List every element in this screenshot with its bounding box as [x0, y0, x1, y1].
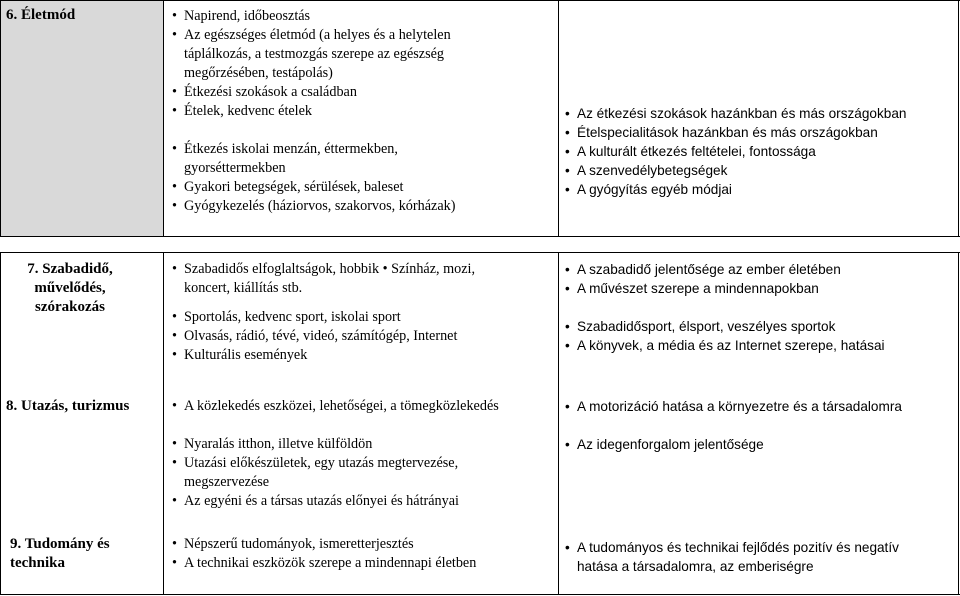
row-8-right-list	[563, 397, 955, 454]
list-item: • A könyvek, a média és az Internet szerepe, hatásai	[565, 338, 885, 353]
bullet-icon: •	[172, 27, 177, 43]
row-6-topic-line: 6. Életmód	[6, 7, 76, 23]
right-border-bottom	[958, 252, 959, 595]
bullet-icon: •	[172, 103, 177, 119]
list-item: • Ételek, kedvenc ételek	[172, 103, 313, 119]
bullet-icon: •	[565, 540, 570, 555]
col-divider-1-top	[163, 0, 164, 237]
table-bottom-border	[0, 594, 960, 595]
bullet-icon: •	[172, 398, 177, 414]
list-item: • Ételspecialitások hazánkban és más országokban	[565, 125, 878, 140]
bullet-icon: •	[172, 493, 177, 509]
list-item: • Szabadidősport, élsport, veszélyes sportok	[565, 319, 836, 334]
list-item: • A motorizáció hatása a környezetre és a társadalomra	[565, 399, 902, 414]
bullet-icon: •	[565, 437, 570, 452]
list-item: • A kulturált étkezés feltételei, fontossága	[565, 144, 816, 159]
row-9-right-list	[563, 538, 955, 576]
list-item: • Utazási előkészületek, egy utazás megtervezése, megszervezése	[172, 455, 459, 490]
list-item: • Szabadidős elfoglaltságok, hobbik • Színház, mozi, koncert, kiállítás stb.	[172, 261, 476, 296]
list-item: • Az idegenforgalom jelentősége	[565, 437, 764, 452]
list-item: • Olvasás, rádió, tévé, videó, számítógép, Internet	[172, 328, 458, 344]
row-6-middle-list	[170, 7, 555, 216]
right-border-top	[958, 0, 959, 237]
table-top-border	[0, 0, 960, 1]
bullet-icon: •	[172, 309, 177, 325]
bullet-icon: •	[172, 261, 177, 277]
row-7-topic: 7. Szabadidő, művelődés, szórakozás	[27, 261, 113, 315]
row-6-bottom-border	[0, 236, 960, 237]
bullet-icon: •	[172, 8, 177, 24]
list-item: • A közlekedés eszközei, lehetőségei, a tömegközlekedés	[172, 398, 499, 414]
bullet-icon: •	[172, 455, 177, 471]
left-border-top	[0, 0, 1, 237]
row-9-topic: 9. Tudomány és technika	[10, 536, 110, 571]
col-divider-2-bottom	[558, 252, 559, 595]
bullet-icon: •	[565, 144, 570, 159]
list-item: • Nyaralás itthon, illetve külföldön	[172, 436, 373, 452]
row-8-topic: 8. Utazás, turizmus	[6, 398, 130, 414]
list-item: • A tudományos és technikai fejlődés pozitív és negatív hatása a társadalomra, az emberiségre	[565, 540, 899, 574]
bullet-icon: •	[565, 125, 570, 140]
bullet-icon: •	[565, 281, 570, 296]
list-item: • Az egészséges életmód (a helyes és a helytelen táplálkozás, a testmozgás szerepe az egészség megőrzésében, testápolás)	[172, 27, 451, 81]
bullet-icon: •	[172, 179, 177, 195]
list-item: • Népszerű tudományok, ismeretterjesztés	[172, 536, 414, 552]
list-item: • Étkezés iskolai menzán, éttermekben, gyorséttermekben	[172, 141, 398, 176]
left-border-bottom	[0, 252, 1, 595]
row-7-top-border	[0, 252, 960, 253]
list-item: • A gyógyítás egyéb módjai	[565, 182, 732, 197]
bullet-icon: •	[565, 106, 570, 121]
bullet-icon: •	[172, 436, 177, 452]
bullet-icon: •	[565, 338, 570, 353]
bullet-icon: •	[172, 555, 177, 571]
list-item: • Kulturális események	[172, 347, 308, 363]
list-item: • A technikai eszközök szerepe a mindennapi életben	[172, 555, 477, 571]
row-6-topic	[6, 6, 156, 25]
row-7-right-list	[563, 260, 955, 355]
list-item: • Gyógykezelés (háziorvos, szakorvos, kórházak)	[172, 198, 456, 214]
row-8-middle-list	[170, 397, 555, 511]
list-item: • A szenvedélybetegségek	[565, 163, 728, 178]
row-6-topic-highlight	[0, 0, 163, 237]
bullet-icon: •	[172, 198, 177, 214]
list-item: • Napirend, időbeosztás	[172, 8, 311, 24]
bullet-icon: •	[565, 399, 570, 414]
bullet-icon: •	[565, 163, 570, 178]
bullet-icon: •	[172, 84, 177, 100]
list-item: • Gyakori betegségek, sérülések, baleset	[172, 179, 404, 195]
bullet-icon: •	[172, 328, 177, 344]
row-7-middle-list	[170, 260, 555, 365]
list-item: • Sportolás, kedvenc sport, iskolai sport	[172, 309, 401, 325]
list-item: • A művészet szerepe a mindennapokban	[565, 281, 819, 296]
bullet-icon: •	[172, 536, 177, 552]
list-item: • A szabadidő jelentősége az ember életében	[565, 262, 841, 277]
row-9-middle-list	[170, 535, 555, 573]
bullet-icon: •	[172, 141, 177, 157]
bullet-icon: •	[565, 182, 570, 197]
bullet-icon: •	[172, 347, 177, 363]
row-6-right-list	[563, 104, 955, 199]
bullet-icon: •	[565, 319, 570, 334]
list-item: • Az étkezési szokások hazánkban és más országokban	[565, 106, 907, 121]
list-item: • Az egyéni és a társas utazás előnyei és hátrányai	[172, 493, 459, 509]
col-divider-1-bottom	[163, 252, 164, 595]
list-item: • Étkezési szokások a családban	[172, 84, 357, 100]
col-divider-2-top	[558, 0, 559, 237]
bullet-icon: •	[565, 262, 570, 277]
